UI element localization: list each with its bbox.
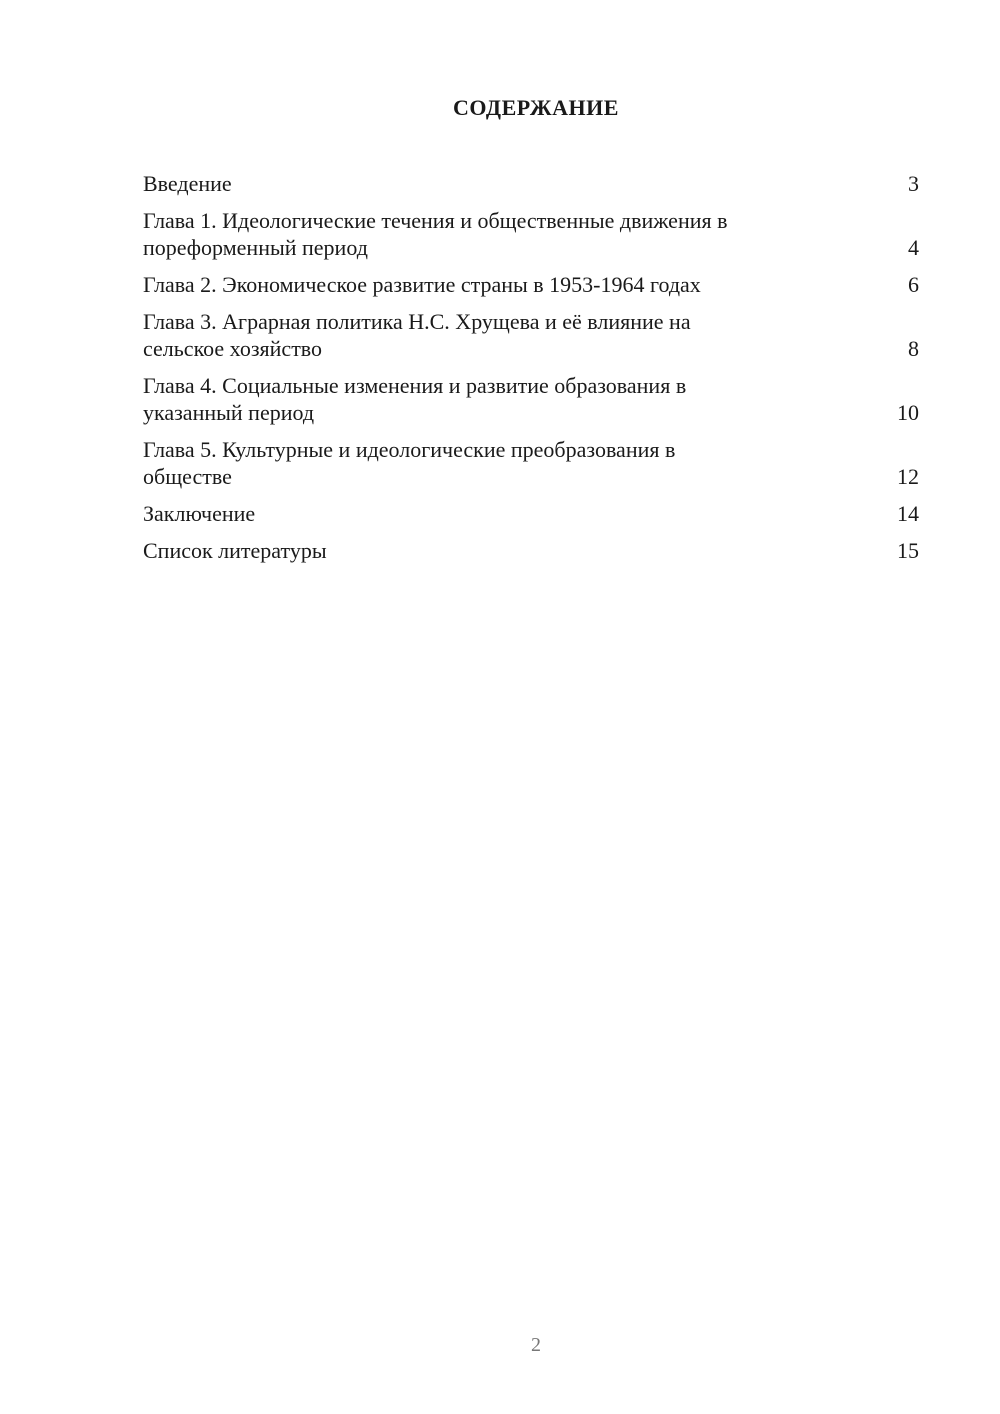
toc-entry-line: Глава 4. Социальные изменения и развитие образования в	[143, 373, 687, 398]
page-number: 2	[531, 1334, 541, 1356]
toc-entry-introduction	[143, 170, 919, 197]
toc-entry-chapter-4	[143, 372, 919, 426]
toc-entry-page-number: 12	[897, 464, 919, 489]
toc-entry-conclusion	[143, 500, 919, 527]
toc-entry-page-number: 10	[897, 400, 919, 425]
table-of-contents	[143, 170, 919, 574]
toc-entry-chapter-5	[143, 436, 919, 490]
toc-entry-text	[143, 207, 728, 261]
toc-entry-text	[143, 308, 691, 362]
toc-entry-chapter-3	[143, 308, 919, 362]
toc-entry-text	[143, 372, 686, 426]
toc-entry-chapter-2	[143, 271, 919, 298]
toc-entry-page-number: 6	[908, 272, 919, 297]
toc-entry-text	[143, 271, 701, 298]
page-title: СОДЕРЖАНИЕ	[453, 95, 619, 120]
toc-entry-line: Введение	[143, 171, 232, 196]
toc-entry-text	[143, 170, 232, 197]
toc-entry-line: указанный период	[143, 400, 315, 425]
toc-entry-line: Глава 3. Аграрная политика Н.С. Хрущева и её влияние на	[143, 309, 691, 334]
toc-entry-line: Глава 2. Экономическое развитие страны в 1953-1964 годах	[143, 272, 701, 297]
toc-entry-text	[143, 436, 675, 490]
toc-entry-bibliography	[143, 537, 919, 564]
toc-entry-line: сельское хозяйство	[143, 336, 323, 361]
toc-entry-line: обществе	[143, 464, 232, 489]
toc-entry-page-number: 15	[897, 538, 919, 563]
toc-entry-line: Список литературы	[143, 538, 327, 563]
toc-entry-text	[143, 500, 255, 527]
toc-entry-chapter-1	[143, 207, 919, 261]
toc-entry-page-number: 3	[908, 171, 919, 196]
toc-entry-text	[143, 537, 327, 564]
toc-entry-page-number: 8	[908, 336, 919, 361]
toc-entry-page-number: 14	[897, 501, 919, 526]
toc-entry-line: Глава 5. Культурные и идеологические преобразования в	[143, 437, 676, 462]
toc-entry-line: пореформенный период	[143, 235, 368, 260]
toc-entry-line: Глава 1. Идеологические течения и общественные движения в	[143, 208, 728, 233]
toc-entry-page-number: 4	[908, 235, 919, 260]
toc-entry-line: Заключение	[143, 501, 256, 526]
